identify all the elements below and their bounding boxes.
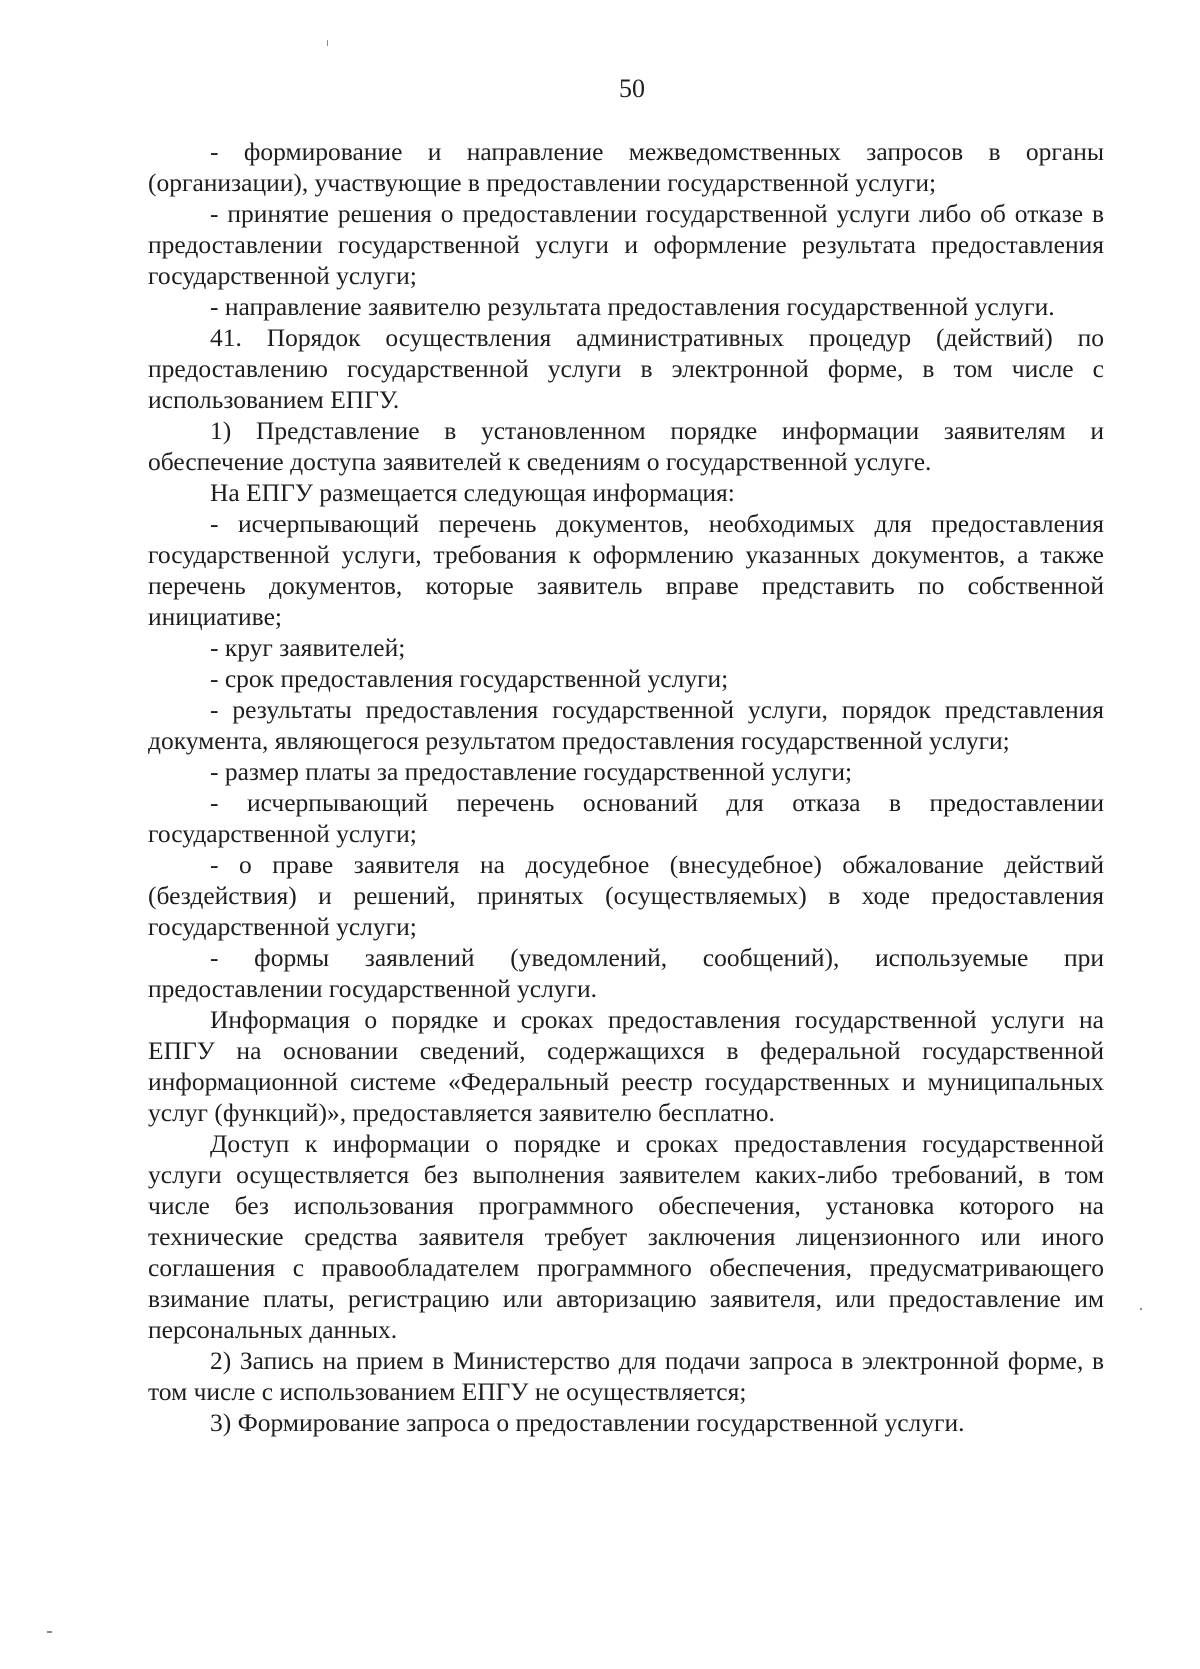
scan-speck (47, 1631, 52, 1633)
list-item-documents: - исчерпывающий перечень документов, необходимых для предоставления государственной услуги, требования к оформлению указанных документов, а также перечень документов, которые заявитель вправе представить по собственной инициативе; (148, 509, 1104, 631)
scan-speck (1140, 1308, 1142, 1310)
list-item-term: - срок предоставления государственной услуги; (210, 664, 729, 693)
epgu-info-intro: На ЕПГУ размещается следующая информация: (210, 478, 735, 507)
list-item-forms: - формы заявлений (уведомлений, сообщений), используемые при предоставлении государственной услуги. (148, 943, 1104, 1003)
section-41-heading: 41. Порядок осуществления административных процедур (действий) по предоставлению государственной услуги в электронной форме, в том числе с использованием ЕПГУ. (148, 323, 1104, 414)
paragraph-info-free: Информация о порядке и сроках предоставления государственной услуги на ЕПГУ на основании сведений, содержащихся в федеральной государственной информационной системе «Федеральный реестр государственных и муниципальных услуг (функций)», предоставляется заявителю бесплатно. (148, 1005, 1104, 1127)
subsection-2: 2) Запись на прием в Министерство для подачи запроса в электронной форме, в том числе с использованием ЕПГУ не осуществляется; (148, 1346, 1104, 1406)
list-item-appeal-right: - о праве заявителя на досудебное (внесудебное) обжалование действий (бездействия) и решений, принятых (осуществляемых) в ходе предоставления государственной услуги; (148, 850, 1104, 941)
list-item-results: - результаты предоставления государственной услуги, порядок представления документа, являющегося результатом предоставления государственной услуги; (148, 695, 1104, 755)
list-item-decision: - принятие решения о предоставлении государственной услуги либо об отказе в предоставлении государственной услуги и оформление результата предоставления государственной услуги; (148, 199, 1104, 290)
list-item-fee: - размер платы за предоставление государственной услуги; (210, 757, 853, 786)
document-body (148, 136, 1104, 1438)
subsection-1: 1) Представление в установленном порядке информации заявителям и обеспечение доступа заявителей к сведениям о государственной услуге. (148, 416, 1104, 476)
list-item-result-delivery: - направление заявителю результата предоставления государственной услуги. (210, 292, 1055, 321)
scan-speck (327, 40, 328, 46)
page-number: 50 (619, 74, 645, 103)
paragraph-access-conditions: Доступ к информации о порядке и сроках предоставления государственной услуги осуществляется без выполнения заявителем каких-либо требований, в том числе без использования программного обеспечения, установка которого на технические средства заявителя требует заключения лицензионного или иного соглашения с правообладателем программного обеспечения, предусматривающего взимание платы, регистрацию или авторизацию заявителя, или предоставление им персональных данных. (148, 1129, 1104, 1344)
subsection-3: 3) Формирование запроса о предоставлении государственной услуги. (210, 1408, 965, 1437)
list-item-interagency-requests: - формирование и направление межведомственных запросов в органы (организации), участвующие в предоставлении государственной услуги; (148, 137, 1104, 197)
list-item-applicants: - круг заявителей; (210, 633, 406, 662)
list-item-refusal-grounds: - исчерпывающий перечень оснований для отказа в предоставлении государственной услуги; (148, 788, 1104, 848)
